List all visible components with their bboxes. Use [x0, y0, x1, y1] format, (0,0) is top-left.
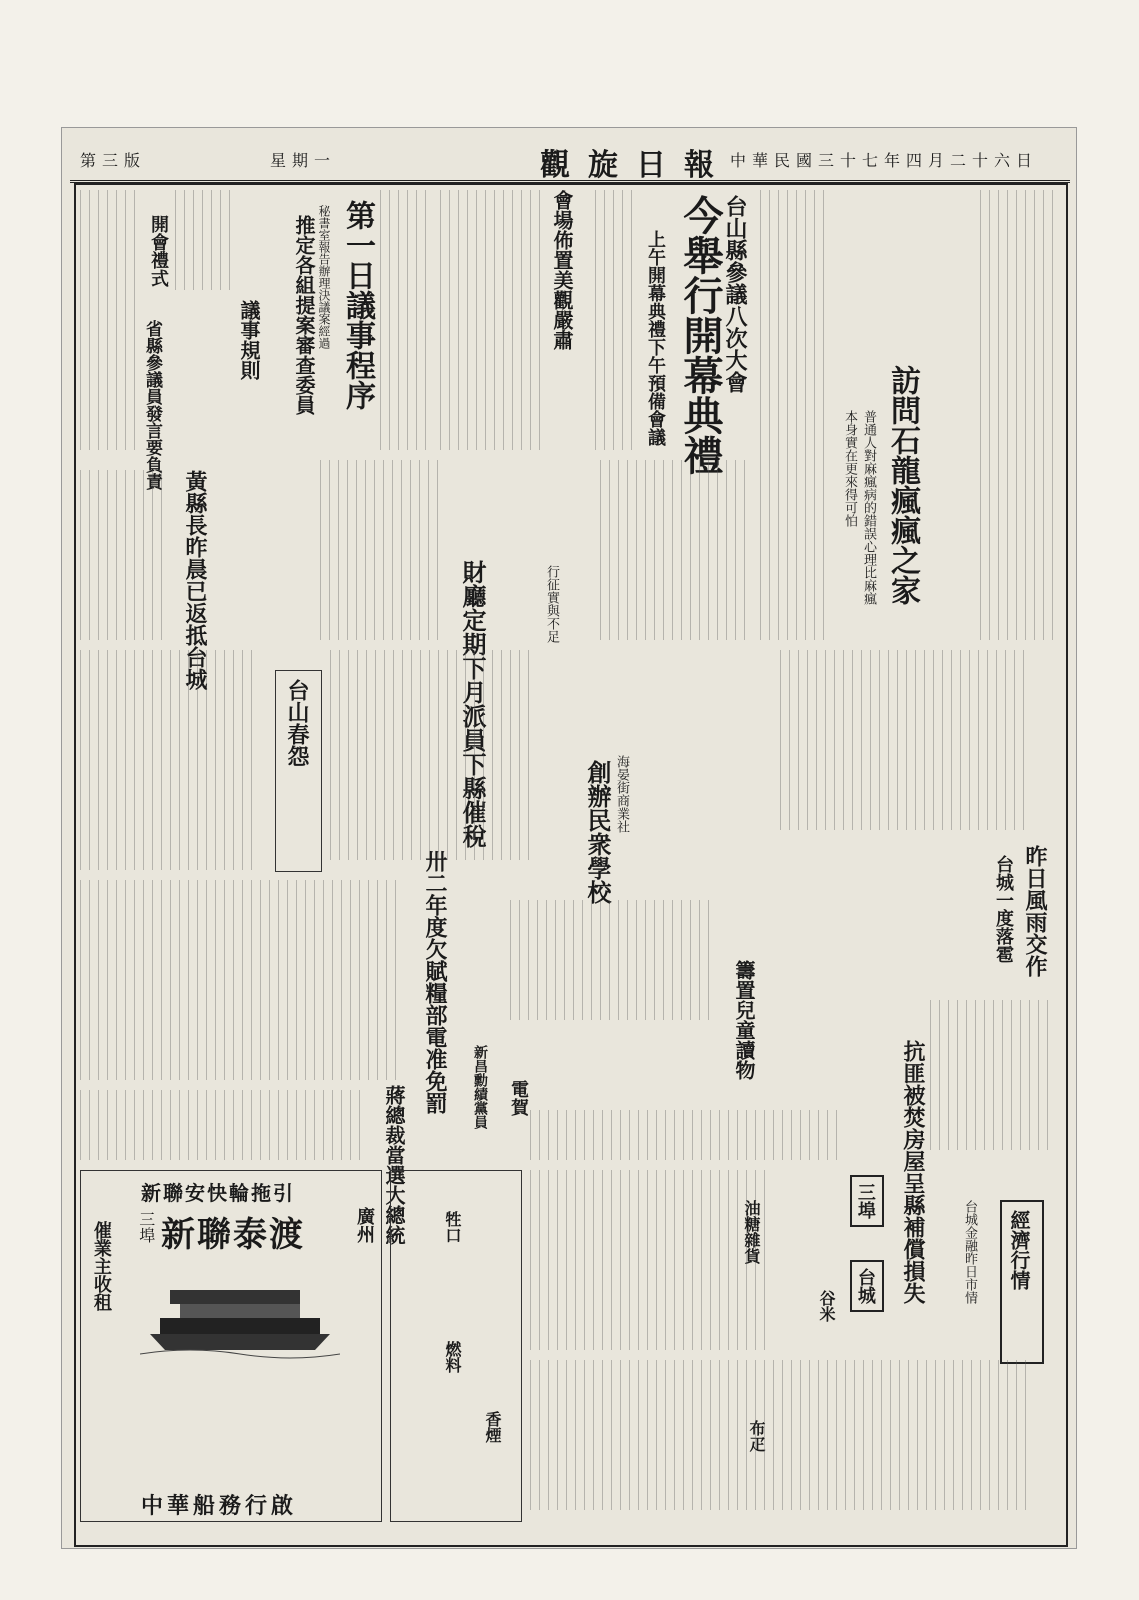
sanbu-box	[850, 1175, 884, 1227]
text-columns	[510, 900, 710, 1020]
page-number: 第三版	[80, 151, 147, 170]
venue-headline: 會場佈置美觀嚴肅	[550, 190, 574, 350]
market-table-1	[390, 1170, 522, 1522]
text-columns	[175, 190, 235, 290]
text-columns	[80, 1090, 360, 1160]
rules-headline: 議事規則	[237, 300, 261, 380]
text-columns	[595, 190, 635, 450]
tax-headline: 財廳定期下月派員下縣催稅	[458, 560, 487, 848]
school-headline: 創辦民衆學校	[583, 760, 612, 904]
cloth-label: 布疋	[747, 1420, 766, 1452]
lead-headline: 今舉行開幕典禮	[677, 195, 724, 475]
leprosy-headline: 訪問石龍瘋瘋之家	[885, 365, 920, 605]
text-columns	[320, 460, 440, 640]
market-sub: 台城金融昨日市情	[962, 1200, 977, 1304]
text-columns	[530, 1110, 840, 1160]
school-kicker: 海晏街商業社	[614, 755, 629, 833]
text-columns	[80, 650, 260, 870]
market-title: 經濟行情	[1007, 1210, 1031, 1290]
storm-headline: 昨日風雨交作	[1022, 845, 1048, 977]
text-columns	[440, 190, 540, 450]
lead-kicker: 台山縣參議八次大會	[722, 195, 748, 393]
price-columns	[530, 1170, 770, 1350]
shipping-top: 新聯安快輪拖引	[141, 1181, 295, 1205]
taicheng-box	[850, 1260, 884, 1312]
shipping-place: 廣州	[354, 1207, 375, 1243]
price-columns	[530, 1360, 1030, 1510]
market-box	[1000, 1200, 1044, 1364]
sanbu-label: 三埠	[854, 1183, 876, 1219]
issue-date: 中華民國三十七年四月二十六日	[730, 151, 1039, 170]
congrats-head: 新昌勳績黨員	[472, 1045, 488, 1129]
taicheng-label: 台城	[854, 1268, 876, 1304]
text-columns	[80, 190, 135, 450]
shipping-sub: 三埠	[136, 1211, 156, 1243]
fuel-label: 燃料	[443, 1341, 462, 1373]
arrears-headline: 卅二年度欠賦糧部電准免罰	[422, 850, 448, 1114]
lead-subhead: 上午開幕典禮下午預備會議	[645, 230, 666, 446]
text-columns	[80, 470, 170, 640]
storm-subhead: 台城一度落雹	[993, 855, 1014, 963]
text-columns	[980, 190, 1060, 640]
oil-label: 油糖雜貨	[742, 1200, 761, 1264]
bandit-headline: 抗匪被焚房屋呈縣補償損失	[900, 1040, 926, 1304]
ceremony-heading: 開會禮式	[148, 215, 169, 287]
weekday: 星期一	[270, 151, 337, 170]
text-columns	[80, 880, 400, 1080]
text-columns	[600, 460, 750, 640]
county-head-headline: 黃縣長昨晨已返抵台城	[182, 470, 208, 690]
shipping-name: 新聯泰渡	[161, 1215, 305, 1255]
spring-box	[275, 670, 322, 872]
leprosy-subhead: 普通人對麻瘋病的錯誤心理比麻瘋本身實在更來得可怕	[842, 410, 876, 605]
agenda-subhead: 推定各組提案審查委員	[292, 215, 316, 415]
congrats-headline: 蔣總裁當選大總統	[382, 1085, 406, 1245]
text-columns	[780, 650, 1030, 830]
rent-notice: 催業主收租	[90, 1221, 112, 1311]
text-columns	[760, 190, 830, 640]
text-columns	[930, 1000, 1050, 1150]
shipping-company: 中華船務行啟	[141, 1493, 298, 1519]
agenda-headline: 第一日議事程序	[340, 200, 375, 410]
spring-title: 台山春怨	[284, 679, 310, 767]
incense-label: 香煙	[483, 1411, 502, 1443]
livestock-label: 牲口	[443, 1211, 462, 1243]
page-header	[70, 140, 1070, 183]
ship-illustration	[140, 1280, 340, 1360]
text-columns	[330, 650, 530, 860]
masthead: 觀旋日報	[540, 148, 732, 183]
agenda-kicker: 秘書室報告辦理決議案經過	[317, 205, 331, 349]
congrats-top: 電賀	[508, 1080, 529, 1116]
rules-subhead: 省縣參議員發言要負責	[142, 320, 162, 490]
tax-kicker: 行征實與不足	[544, 565, 559, 643]
grain-label: 谷米	[817, 1290, 836, 1322]
children-headline: 籌置兒童讀物	[732, 960, 756, 1080]
text-columns	[380, 190, 430, 450]
